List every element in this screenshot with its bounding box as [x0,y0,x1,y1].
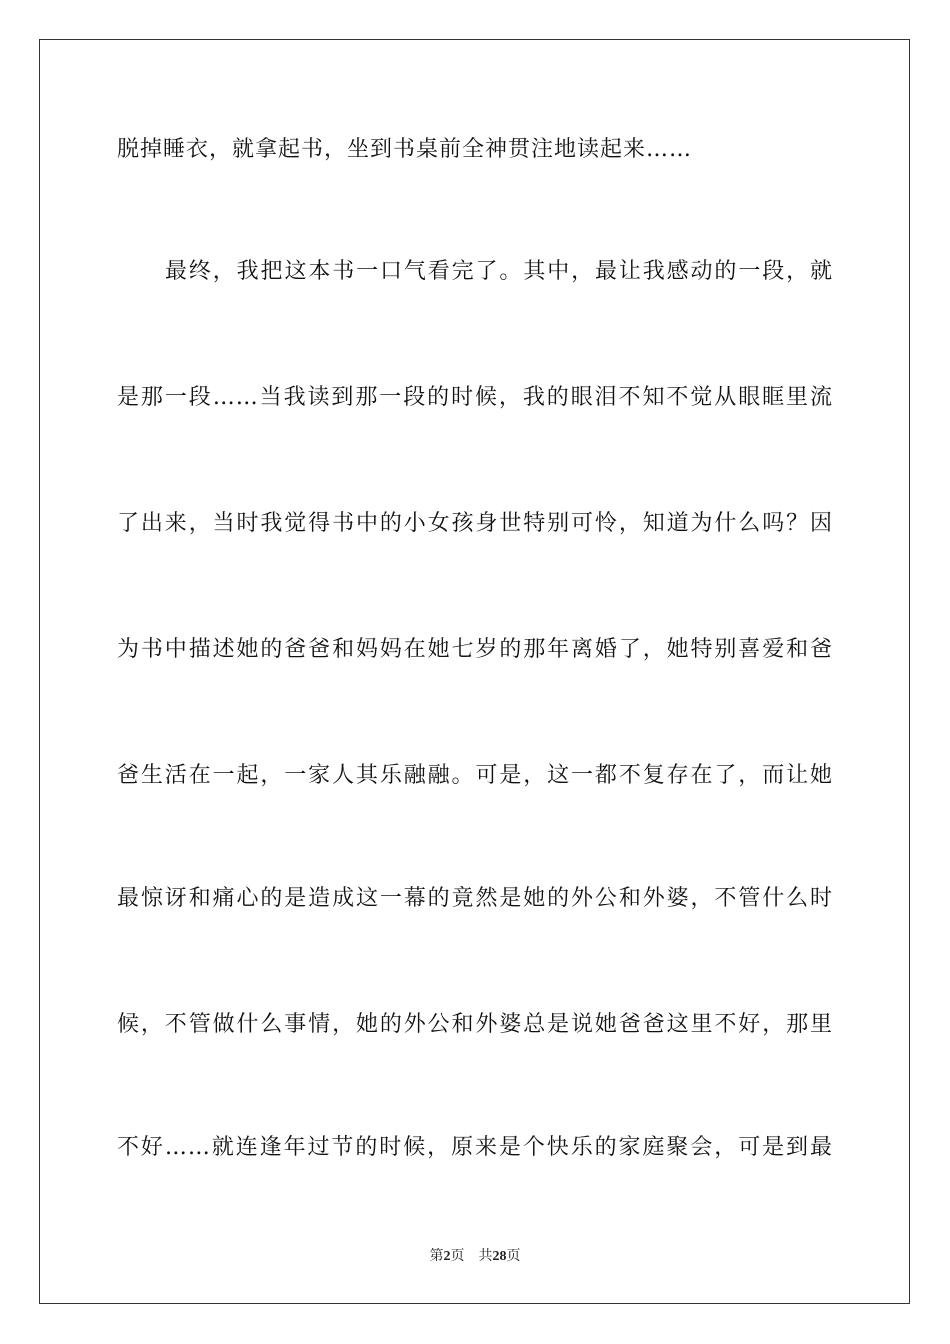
paragraph-line: 爸生活在一起，一家人其乐融融。可是，这一都不复存在了，而让她 [117,763,833,788]
page-prefix: 第 [429,1248,444,1264]
page-suffix: 页 [450,1248,465,1264]
paragraph-line: 脱掉睡衣，就拿起书，坐到书桌前全神贯注地读起来…… [117,137,693,162]
paragraph-line: 为书中描述她的爸爸和妈妈在她七岁的那年离婚了，她特别喜爱和爸 [117,637,833,662]
paragraph-line: 最终，我把这本书一口气看完了。其中，最让我感动的一段，就 [165,259,833,284]
paragraph-line: 最惊讶和痛心的是造成这一幕的竟然是她的外公和外婆，不管什么时 [117,886,833,911]
paragraph-line: 了出来，当时我觉得书中的小女孩身世特别可怜，知道为什么吗？因 [117,511,833,536]
total-suffix: 页 [506,1248,521,1264]
page-number: 2 [443,1249,451,1264]
paragraph-line: 不好……就连逢年过节的时候，原来是个快乐的家庭聚会，可是到最 [117,1135,833,1160]
total-prefix: 共 [478,1248,493,1264]
page-footer [0,1246,950,1267]
paragraph-line: 是那一段……当我读到那一段的时候，我的眼泪不知不觉从眼眶里流 [117,385,833,410]
total-pages: 28 [492,1249,507,1264]
page-border [39,39,910,1304]
paragraph-line: 候，不管做什么事情，她的外公和外婆总是说她爸爸这里不好，那里 [117,1012,833,1037]
